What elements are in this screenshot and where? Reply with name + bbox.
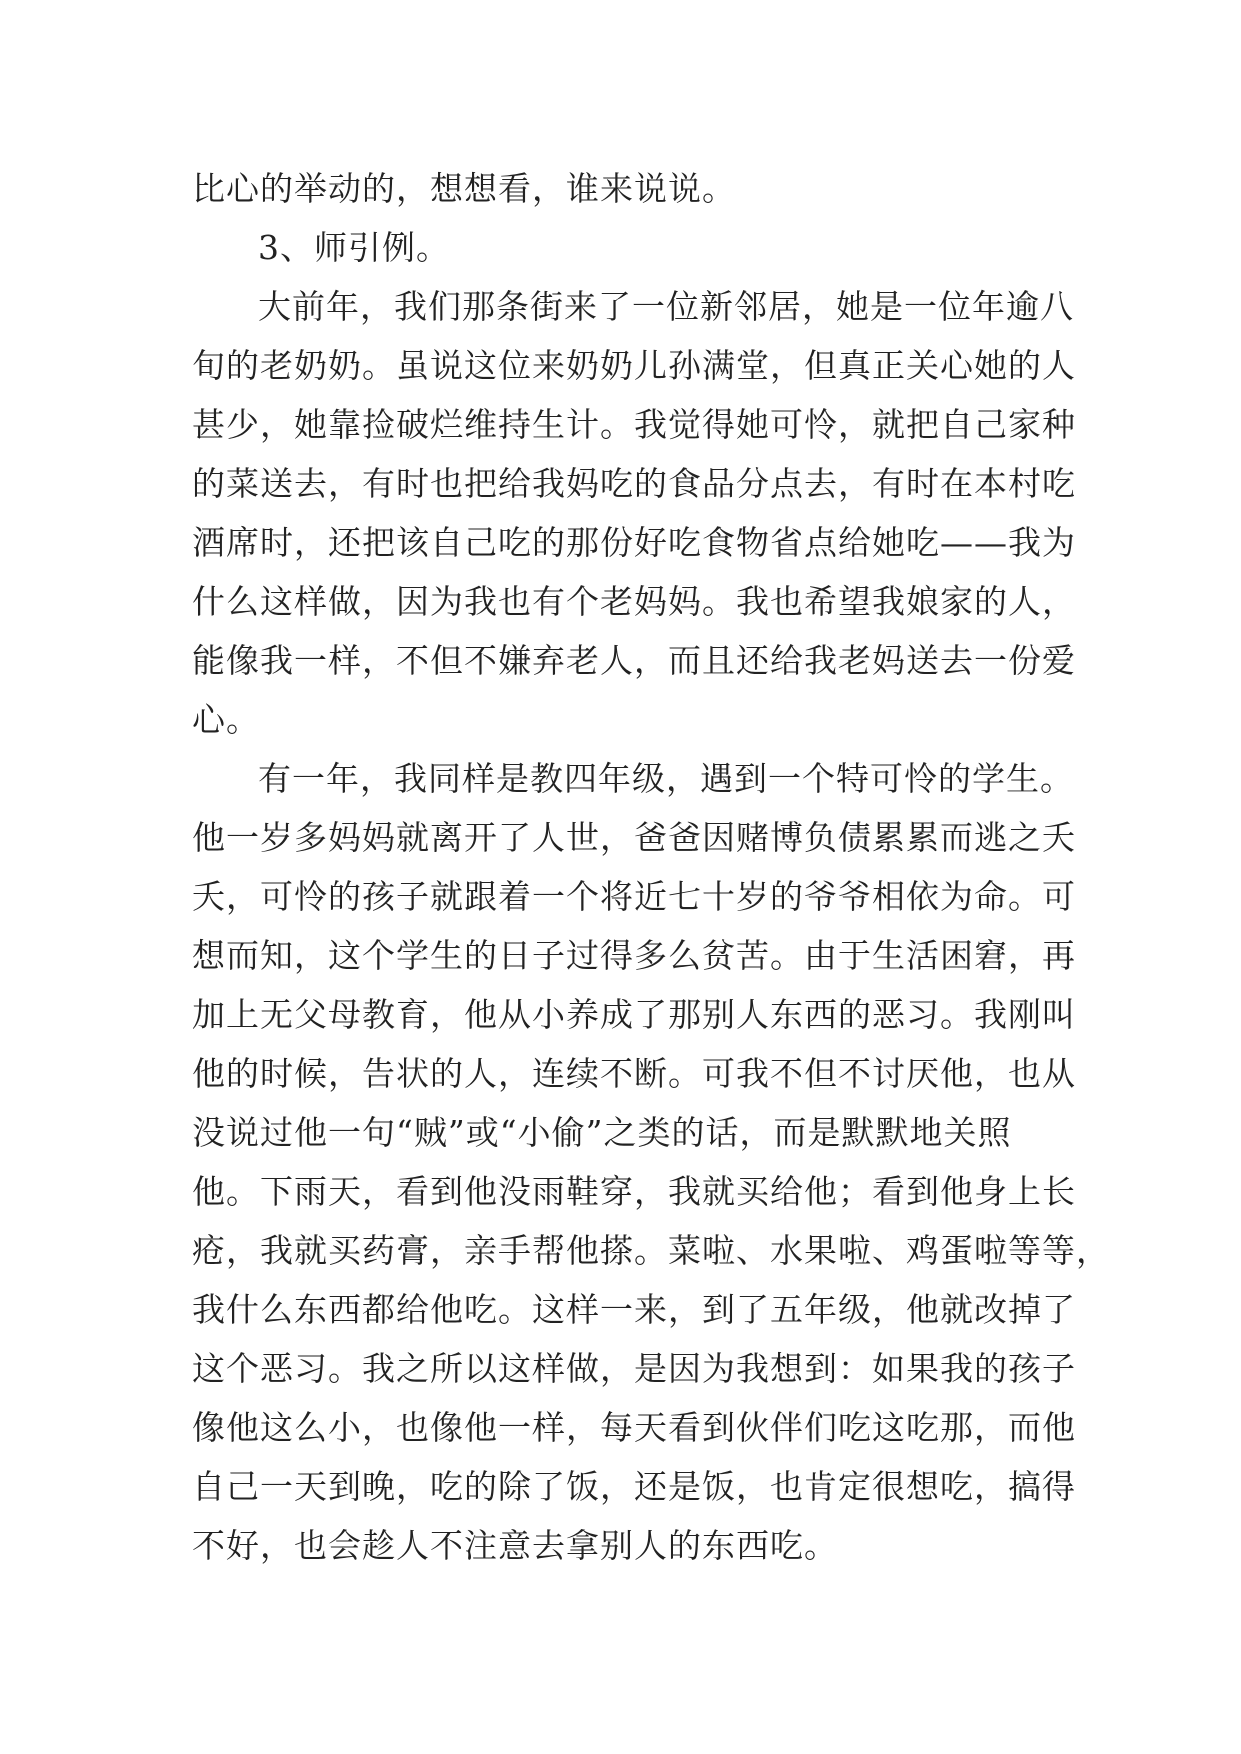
text-line: 我什么东西都给他吃。这样一来，到了五年级，他就改掉了 — [192, 1290, 1076, 1329]
text-line: 3、师引例。 — [258, 228, 450, 267]
text-line: 疮，我就买药膏，亲手帮他搽。菜啦、水果啦、鸡蛋啦等等， — [192, 1231, 1110, 1270]
text-line: 夭，可怜的孩子就跟着一个将近七十岁的爷爷相依为命。可 — [192, 877, 1076, 916]
document-body — [192, 159, 1110, 1575]
text-line: 旬的老奶奶。虽说这位来奶奶儿孙满堂，但真正关心她的人 — [192, 346, 1076, 385]
text-line: 大前年，我们那条街来了一位新邻居，她是一位年逾八 — [258, 287, 1074, 326]
text-line: 不好，也会趁人不注意去拿别人的东西吃。 — [192, 1526, 838, 1565]
text-line: 有一年，我同样是教四年级，遇到一个特可怜的学生。 — [258, 759, 1074, 798]
text-line: 比心的举动的，想想看，谁来说说。 — [192, 169, 736, 208]
text-line: 心。 — [192, 700, 260, 739]
paragraph-1 — [192, 159, 1062, 218]
text-line: 自己一天到晚，吃的除了饭，还是饭，也肯定很想吃，搞得 — [192, 1467, 1076, 1506]
text-line: 他的时候，告状的人，连续不断。可我不但不讨厌他，也从 — [192, 1054, 1076, 1093]
text-line: 酒席时，还把该自己吃的那份好吃食物省点给她吃——我为 — [192, 523, 1076, 562]
text-line: 什么这样做，因为我也有个老妈妈。我也希望我娘家的人， — [192, 582, 1076, 621]
text-line: 能像我一样，不但不嫌弃老人，而且还给我老妈送去一份爱 — [192, 641, 1076, 680]
text-line: 没说过他一句“贼”或“小偷”之类的话，而是默默地关照 — [192, 1113, 1012, 1152]
text-line: 这个恶习。我之所以这样做，是因为我想到：如果我的孩子 — [192, 1349, 1076, 1388]
text-line: 的菜送去，有时也把给我妈吃的食品分点去，有时在本村吃 — [192, 464, 1076, 503]
text-line: 他一岁多妈妈就离开了人世，爸爸因赌博负债累累而逃之夭 — [192, 818, 1076, 857]
paragraph-2 — [192, 218, 1062, 277]
paragraph-4 — [192, 749, 1110, 1575]
text-line: 像他这么小，也像他一样，每天看到伙伴们吃这吃那，而他 — [192, 1408, 1076, 1447]
text-line: 甚少，她靠捡破烂维持生计。我觉得她可怜，就把自己家种 — [192, 405, 1076, 444]
text-line: 想而知，这个学生的日子过得多么贫苦。由于生活困窘，再 — [192, 936, 1076, 975]
text-line: 加上无父母教育，他从小养成了那别人东西的恶习。我刚叫 — [192, 995, 1076, 1034]
paragraph-3 — [192, 277, 1076, 749]
text-line: 他。下雨天，看到他没雨鞋穿，我就买给他；看到他身上长 — [192, 1172, 1076, 1211]
